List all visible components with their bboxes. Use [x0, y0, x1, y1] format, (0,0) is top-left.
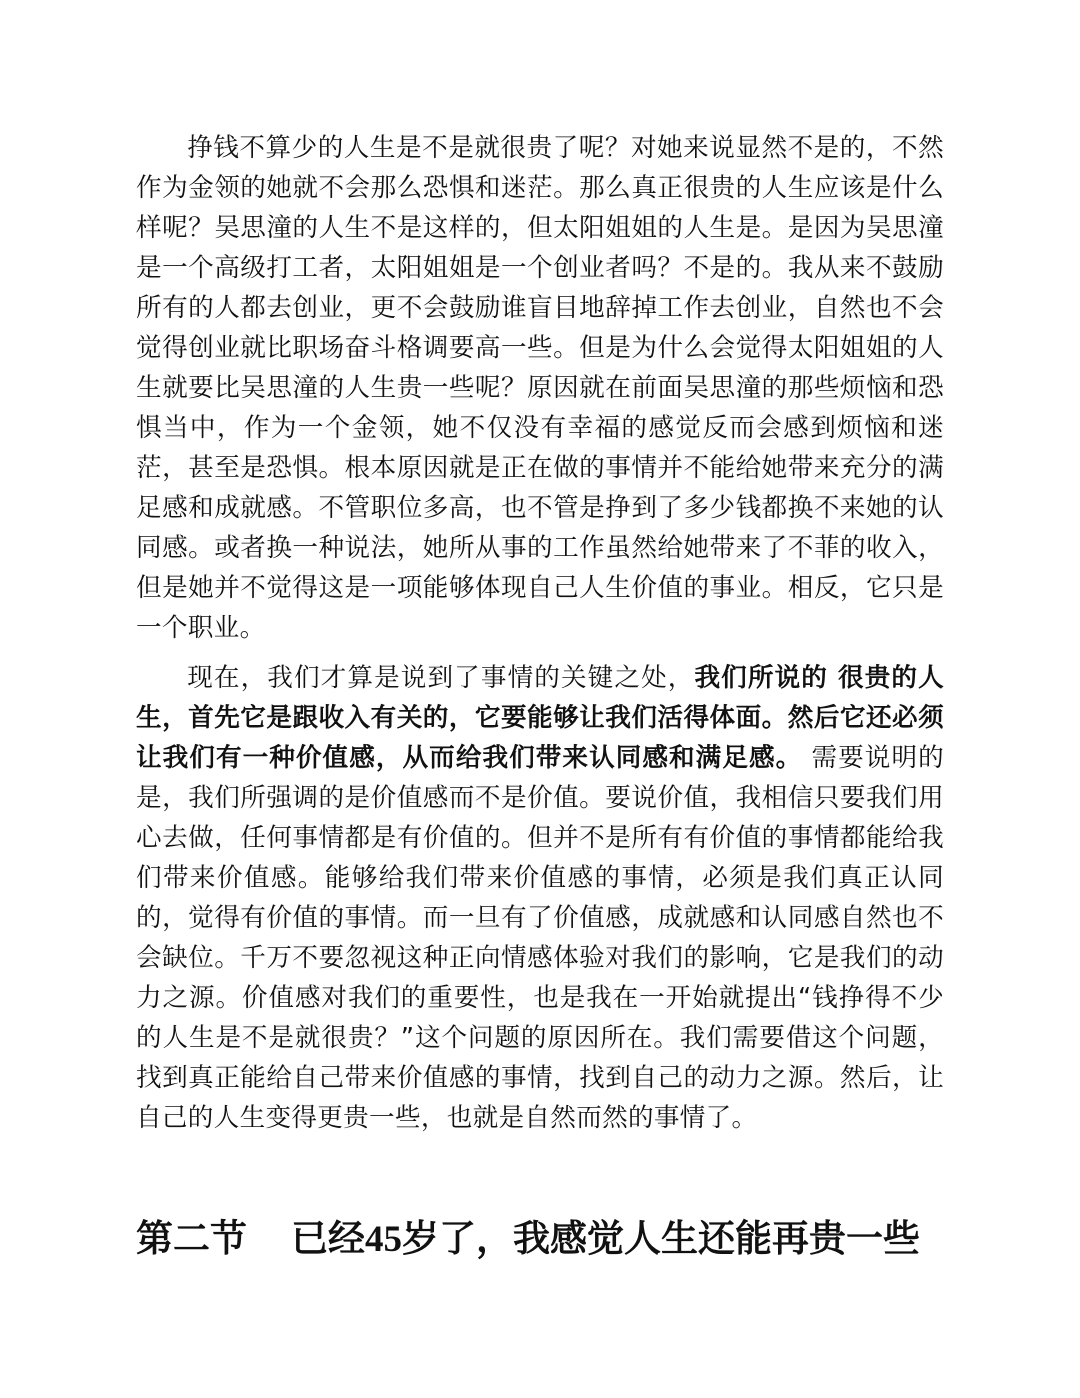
- section-title-prefix: 已经: [291, 1217, 365, 1260]
- paragraph-2-rest: 需要说明的是，我们所强调的是价值感而不是价值。要说价值，我相信只要我们用心去做，任何事情都是有价值的。但并不是所有有价值的事情都能给我们带来价值感。能够给我们带来价值感的事情，必须是我们真正认同的，觉得有价值的事情。而一旦有了价值感，成就感和认同感自然也不会缺位。千万不要忽视这种正向情感体验对我们的影响，它是我们的动力之源。价值感对我们的重要性，也是我在一开始就提出“钱挣得不少的人生是不是就很贵？”这个问题的原因所在。我们需要借这个问题，找到真正能给自己带来价值感的事情，找到自己的动力之源。然后，让自己的人生变得更贵一些，也就是自然而然的事情了。: [136, 743, 944, 1133]
- section-title-suffix: 岁了，我感觉人生还能再贵一些: [402, 1217, 920, 1260]
- document-body: [136, 128, 944, 1138]
- paragraph-2-emphasis: 我们所说的 很贵的人生，首先它是跟收入有关的，它要能够让我们活得体面。然后它还必须让我们有一种价值感，从而给我们带来认同感和满足感。: [136, 663, 944, 773]
- section-title-number: 45: [365, 1219, 402, 1260]
- paragraph-2-intro: 现在，我们才算是说到了事情的关键之处，: [187, 663, 695, 693]
- section-heading: [136, 1214, 920, 1265]
- section-label: 第二节: [136, 1217, 247, 1260]
- paragraph-1: 挣钱不算少的人生是不是就很贵了呢？对她来说显然不是的，不然作为金领的她就不会那么恐惧和迷茫。那么真正很贵的人生应该是什么样呢？吴思潼的人生不是这样的，但太阳姐姐的人生是。是因为吴思潼是一个高级打工者，太阳姐姐是一个创业者吗？不是的。我从来不鼓励所有的人都去创业，更不会鼓励谁盲目地辞掉工作去创业，自然也不会觉得创业就比职场奋斗格调要高一些。但是为什么会觉得太阳姐姐的人生就要比吴思潼的人生贵一些呢？原因就在前面吴思潼的那些烦恼和恐惧当中，作为一个金领，她不仅没有幸福的感觉反而会感到烦恼和迷茫，甚至是恐惧。根本原因就是正在做的事情并不能给她带来充分的满足感和成就感。不管职位多高，也不管是挣到了多少钱都换不来她的认同感。或者换一种说法，她所从事的工作虽然给她带来了不菲的收入，但是她并不觉得这是一项能够体现自己人生价值的事业。相反，它只是一个职业。: [136, 133, 944, 643]
- paragraph-2: [136, 658, 944, 1138]
